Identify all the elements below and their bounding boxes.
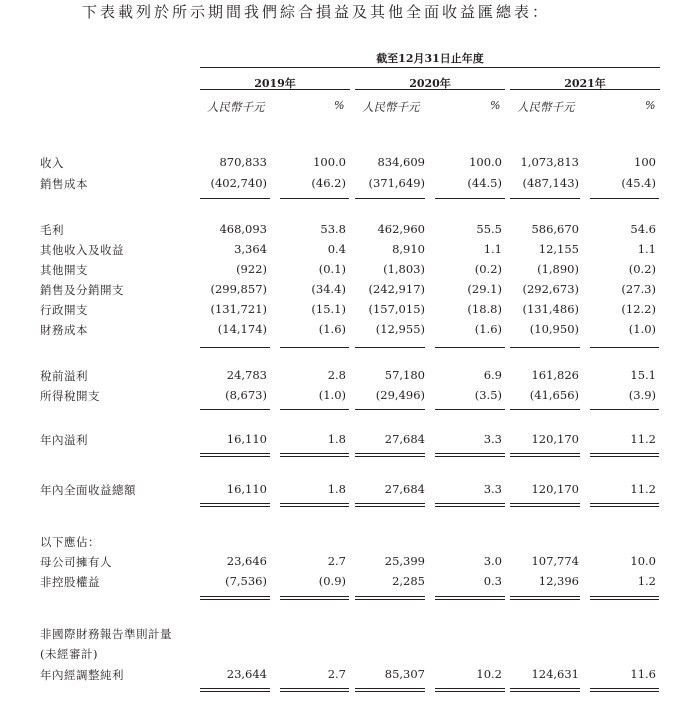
subtotal-rule-pretax — [200, 347, 270, 348]
subtotal-rule-pretax — [355, 347, 425, 348]
row-label: (未經審計) — [40, 647, 98, 661]
cell-pct-2019: (0.9) — [318, 574, 346, 588]
cell-pct-2020: (3.5) — [474, 388, 502, 402]
cell-amount-2021: 12,396 — [538, 574, 579, 588]
subtotal-rule-gross-profit — [280, 198, 349, 199]
cell-amount-2019: (402,740) — [210, 176, 267, 190]
unit-header-2020: 人民幣千元 — [362, 100, 420, 114]
row-label: 非控股權益 — [40, 575, 100, 589]
total-rule-adjusted-net-profit — [200, 688, 270, 692]
cell-amount-2020: 25,399 — [384, 554, 425, 568]
subtotal-rule-profit — [355, 409, 425, 410]
cell-pct-2019: (1.6) — [318, 322, 346, 336]
cell-pct-2020: 10.2 — [476, 667, 502, 681]
cell-amount-2019: 16,110 — [226, 482, 267, 496]
cell-amount-2021: (41,656) — [529, 388, 579, 402]
subtotal-rule-profit — [590, 409, 659, 410]
cell-pct-2021: 10.0 — [630, 554, 656, 568]
cell-pct-2020: 55.5 — [476, 222, 502, 236]
cell-pct-2019: (0.1) — [318, 262, 346, 276]
unit-header-2019: 人民幣千元 — [207, 100, 265, 114]
cell-pct-2020: 3.3 — [483, 482, 502, 496]
cell-pct-2019: (1.0) — [318, 388, 346, 402]
total-rule-attributable — [355, 596, 425, 600]
total-rule-attributable — [280, 596, 349, 600]
cell-amount-2021: (1,890) — [537, 262, 579, 276]
cell-amount-2019: (7,536) — [225, 574, 267, 588]
unit-header-2021: 人民幣千元 — [517, 100, 575, 114]
subtotal-rule-gross-profit — [355, 198, 425, 199]
cell-pct-2020: 0.3 — [483, 574, 502, 588]
row-label: 財務成本 — [40, 323, 88, 337]
subtotal-rule-pretax — [590, 347, 659, 348]
cell-amount-2020: 8,910 — [392, 242, 425, 256]
cell-amount-2019: (8,673) — [225, 388, 267, 402]
intro-text: 下表載列於所示期間我們綜合損益及其他全面收益匯總表： — [82, 3, 551, 21]
total-rule-adjusted-net-profit — [435, 688, 505, 692]
total-rule-attributable — [200, 596, 270, 600]
total-rule-adjusted-net-profit — [280, 688, 349, 692]
cell-pct-2020: 1.1 — [483, 242, 502, 256]
row-label: 行政開支 — [40, 303, 88, 317]
total-rule-profit-for-year — [590, 453, 659, 457]
cell-pct-2019: 100.0 — [313, 155, 346, 169]
subtotal-rule-gross-profit — [510, 198, 580, 199]
cell-pct-2019: 53.8 — [320, 222, 346, 236]
row-label: 年內全面收益總額 — [40, 483, 136, 497]
cell-pct-2020: (0.2) — [474, 262, 502, 276]
period-header: 截至12月31日止年度 — [376, 52, 484, 65]
total-rule-attributable — [510, 596, 580, 600]
row-label: 毛利 — [40, 223, 64, 237]
cell-amount-2020: (157,015) — [368, 302, 425, 316]
cell-amount-2019: 3,364 — [234, 242, 267, 256]
cell-amount-2020: 85,307 — [384, 667, 425, 681]
cell-pct-2019: 2.7 — [327, 667, 346, 681]
cell-pct-2021: (0.2) — [628, 262, 656, 276]
subtotal-rule-gross-profit — [590, 198, 659, 199]
total-rule-comprehensive-income — [200, 503, 270, 507]
cell-amount-2021: 120,170 — [531, 432, 579, 446]
cell-amount-2021: 586,670 — [531, 222, 579, 236]
cell-amount-2019: 23,644 — [226, 667, 267, 681]
cell-pct-2020: (18.8) — [467, 302, 502, 316]
cell-pct-2019: 1.8 — [327, 432, 346, 446]
cell-amount-2021: (131,486) — [522, 302, 579, 316]
subtotal-rule-gross-profit — [200, 198, 270, 199]
cell-amount-2019: 468,093 — [219, 222, 267, 236]
subtotal-rule-pretax — [435, 347, 505, 348]
row-label: 稅前溢利 — [40, 369, 88, 383]
cell-pct-2020: 100.0 — [469, 155, 502, 169]
subtotal-rule-profit — [200, 409, 270, 410]
cell-amount-2020: 57,180 — [384, 368, 425, 382]
cell-amount-2020: (12,955) — [375, 322, 425, 336]
total-rule-adjusted-net-profit — [355, 688, 425, 692]
cell-pct-2021: (45.4) — [621, 176, 656, 190]
cell-amount-2021: 120,170 — [531, 482, 579, 496]
cell-pct-2020: 6.9 — [483, 368, 502, 382]
pct-header-2021: % — [645, 99, 656, 112]
cell-amount-2019: 24,783 — [226, 368, 267, 382]
period-underline — [200, 67, 660, 68]
cell-pct-2019: 2.8 — [327, 368, 346, 382]
subtotal-rule-pretax — [510, 347, 580, 348]
cell-amount-2021: (10,950) — [529, 322, 579, 336]
year-2021-header: 2021年 — [564, 77, 606, 90]
total-rule-attributable — [435, 596, 505, 600]
cell-amount-2020: 2,285 — [392, 574, 425, 588]
subtotal-rule-profit — [280, 409, 349, 410]
cell-amount-2020: 27,684 — [384, 482, 425, 496]
subtotal-rule-gross-profit — [435, 198, 505, 199]
cell-amount-2019: (14,174) — [217, 322, 267, 336]
row-label: 其他開支 — [40, 263, 88, 277]
year-2019-header: 2019年 — [254, 77, 296, 90]
cell-pct-2020: (29.1) — [467, 282, 502, 296]
cell-amount-2020: 462,960 — [377, 222, 425, 236]
total-rule-comprehensive-income — [510, 503, 580, 507]
cell-amount-2020: (29,496) — [375, 388, 425, 402]
cell-amount-2021: 1,073,813 — [520, 155, 579, 169]
cell-amount-2020: 834,609 — [377, 155, 425, 169]
cell-pct-2021: 54.6 — [630, 222, 656, 236]
cell-pct-2021: (1.0) — [628, 322, 656, 336]
cell-amount-2020: (1,803) — [383, 262, 425, 276]
cell-pct-2021: (12.2) — [621, 302, 656, 316]
cell-pct-2020: (1.6) — [474, 322, 502, 336]
cell-amount-2020: (371,649) — [368, 176, 425, 190]
cell-pct-2021: 11.2 — [630, 482, 656, 496]
year-2020-header: 2020年 — [409, 77, 451, 90]
cell-pct-2019: 0.4 — [327, 242, 346, 256]
cell-pct-2019: 1.8 — [327, 482, 346, 496]
total-rule-comprehensive-income — [590, 503, 659, 507]
year-2021-underline — [510, 89, 660, 90]
cell-pct-2021: (27.3) — [621, 282, 656, 296]
pct-header-2020: % — [490, 99, 501, 112]
subtotal-rule-pretax — [280, 347, 349, 348]
cell-pct-2019: (34.4) — [311, 282, 346, 296]
total-rule-comprehensive-income — [435, 503, 505, 507]
total-rule-profit-for-year — [280, 453, 349, 457]
total-rule-attributable — [590, 596, 659, 600]
cell-pct-2021: 11.6 — [630, 667, 656, 681]
cell-pct-2021: 15.1 — [630, 368, 656, 382]
row-label: 母公司擁有人 — [40, 555, 112, 569]
cell-amount-2021: 107,774 — [531, 554, 579, 568]
cell-pct-2021: 11.2 — [630, 432, 656, 446]
total-rule-adjusted-net-profit — [510, 688, 580, 692]
cell-amount-2020: (242,917) — [368, 282, 425, 296]
row-label: 年內溢利 — [40, 433, 88, 447]
cell-amount-2019: (131,721) — [210, 302, 267, 316]
subtotal-rule-profit — [435, 409, 505, 410]
row-label: 收入 — [40, 156, 64, 170]
cell-amount-2019: (299,857) — [210, 282, 267, 296]
row-label: 銷售及分銷開支 — [40, 283, 124, 297]
row-label: 以下應佔： — [40, 535, 100, 549]
cell-amount-2021: (292,673) — [522, 282, 579, 296]
year-2020-underline — [355, 89, 505, 90]
subtotal-rule-profit — [510, 409, 580, 410]
row-label: 銷售成本 — [40, 177, 88, 191]
cell-amount-2019: 870,833 — [219, 155, 267, 169]
cell-amount-2021: (487,143) — [522, 176, 579, 190]
cell-pct-2019: 2.7 — [327, 554, 346, 568]
total-rule-profit-for-year — [200, 453, 270, 457]
cell-amount-2019: (922) — [236, 262, 267, 276]
row-label: 年內經調整純利 — [40, 668, 124, 682]
cell-pct-2019: (46.2) — [311, 176, 346, 190]
total-rule-comprehensive-income — [280, 503, 349, 507]
cell-pct-2021: (3.9) — [628, 388, 656, 402]
total-rule-profit-for-year — [355, 453, 425, 457]
year-2019-underline — [200, 89, 350, 90]
cell-pct-2021: 1.2 — [637, 574, 656, 588]
row-label: 非國際財務報告準則計量 — [40, 627, 172, 641]
cell-amount-2021: 12,155 — [538, 242, 579, 256]
total-rule-comprehensive-income — [355, 503, 425, 507]
pct-header-2019: % — [334, 99, 345, 112]
total-rule-adjusted-net-profit — [590, 688, 659, 692]
cell-amount-2020: 27,684 — [384, 432, 425, 446]
cell-pct-2020: 3.3 — [483, 432, 502, 446]
cell-pct-2020: (44.5) — [467, 176, 502, 190]
cell-pct-2021: 100 — [634, 155, 656, 169]
cell-amount-2021: 124,631 — [531, 667, 579, 681]
cell-pct-2020: 3.0 — [483, 554, 502, 568]
total-rule-profit-for-year — [435, 453, 505, 457]
cell-amount-2021: 161,826 — [531, 368, 579, 382]
cell-amount-2019: 23,646 — [226, 554, 267, 568]
cell-pct-2019: (15.1) — [311, 302, 346, 316]
cell-amount-2019: 16,110 — [226, 432, 267, 446]
total-rule-profit-for-year — [510, 453, 580, 457]
cell-pct-2021: 1.1 — [637, 242, 656, 256]
row-label: 所得稅開支 — [40, 389, 100, 403]
row-label: 其他收入及收益 — [40, 243, 124, 257]
